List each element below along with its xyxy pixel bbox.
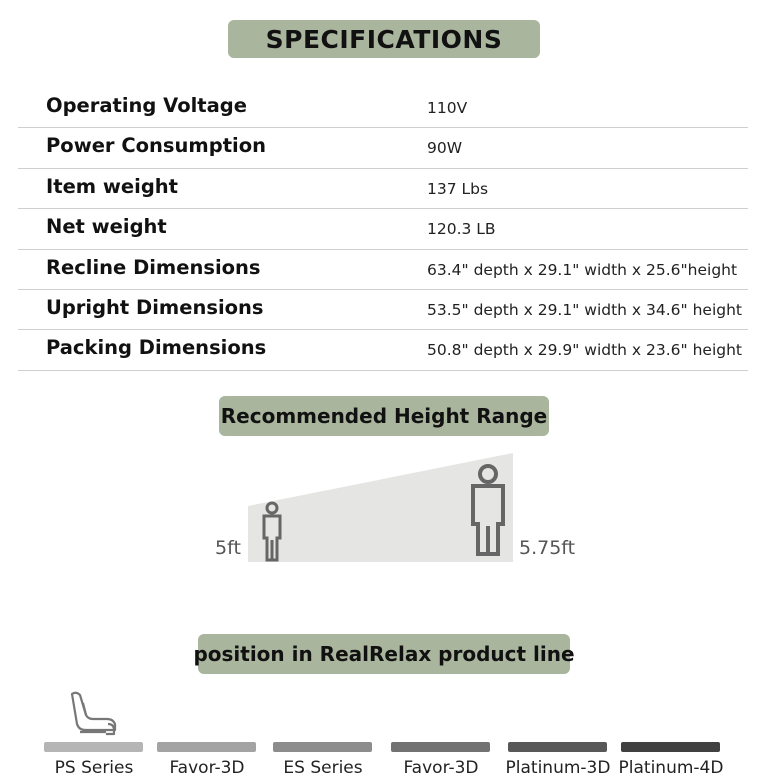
spec-row-upright-dimensions (18, 290, 748, 330)
height-min-label: 5ft (215, 537, 241, 559)
series-bar-es-series (273, 742, 372, 752)
spec-row-operating-voltage (18, 88, 748, 128)
series-name: Favor-3D (169, 758, 245, 778)
series-name: PS Series (54, 758, 134, 778)
spec-value: 137 Lbs (427, 179, 489, 198)
spec-value: 90W (427, 139, 463, 158)
series-name: Platinum-3D (505, 758, 611, 778)
series-name: Favor-3D (403, 758, 479, 778)
spec-row-net-weight (18, 209, 748, 249)
spec-value: 53.5" depth x 29.1" width x 34.6" height (427, 300, 743, 319)
spec-label: Power Consumption (46, 134, 266, 158)
spec-row-power-consumption (18, 128, 748, 168)
spec-label: Item weight (46, 174, 178, 198)
spec-label: Net weight (46, 215, 167, 239)
series-bar-favor-3d-second (391, 742, 490, 752)
spec-label: Operating Voltage (46, 94, 247, 117)
height-max-label: 5.75ft (519, 537, 576, 559)
spec-value: 120.3 LB (427, 220, 496, 239)
spec-label: Recline Dimensions (46, 255, 261, 279)
specifications-table (18, 88, 748, 371)
recliner-chair-icon (66, 688, 118, 740)
spec-row-packing-dimensions (18, 330, 748, 370)
series-bar-platinum-4d (621, 742, 720, 752)
spec-label: Packing Dimensions (46, 336, 267, 360)
product-line-title: position in RealRelax product line (198, 634, 570, 674)
spec-value: 63.4" depth x 29.1" width x 25.6"height (427, 260, 738, 279)
series-name: ES Series (283, 758, 363, 778)
series-bar-favor-3d (157, 742, 256, 752)
series-bar-platinum-3d (508, 742, 607, 752)
spec-row-recline-dimensions (18, 250, 748, 290)
spec-value: 110V (427, 99, 468, 117)
specifications-title: SPECIFICATIONS (228, 20, 540, 58)
series-bar-ps-series (44, 742, 143, 752)
spec-value: 50.8" depth x 29.9" width x 23.6" height (427, 341, 743, 360)
spec-row-item-weight (18, 169, 748, 209)
series-name: Platinum-4D (618, 758, 724, 778)
spec-label: Upright Dimensions (46, 295, 264, 319)
height-range-title: Recommended Height Range (219, 396, 549, 436)
